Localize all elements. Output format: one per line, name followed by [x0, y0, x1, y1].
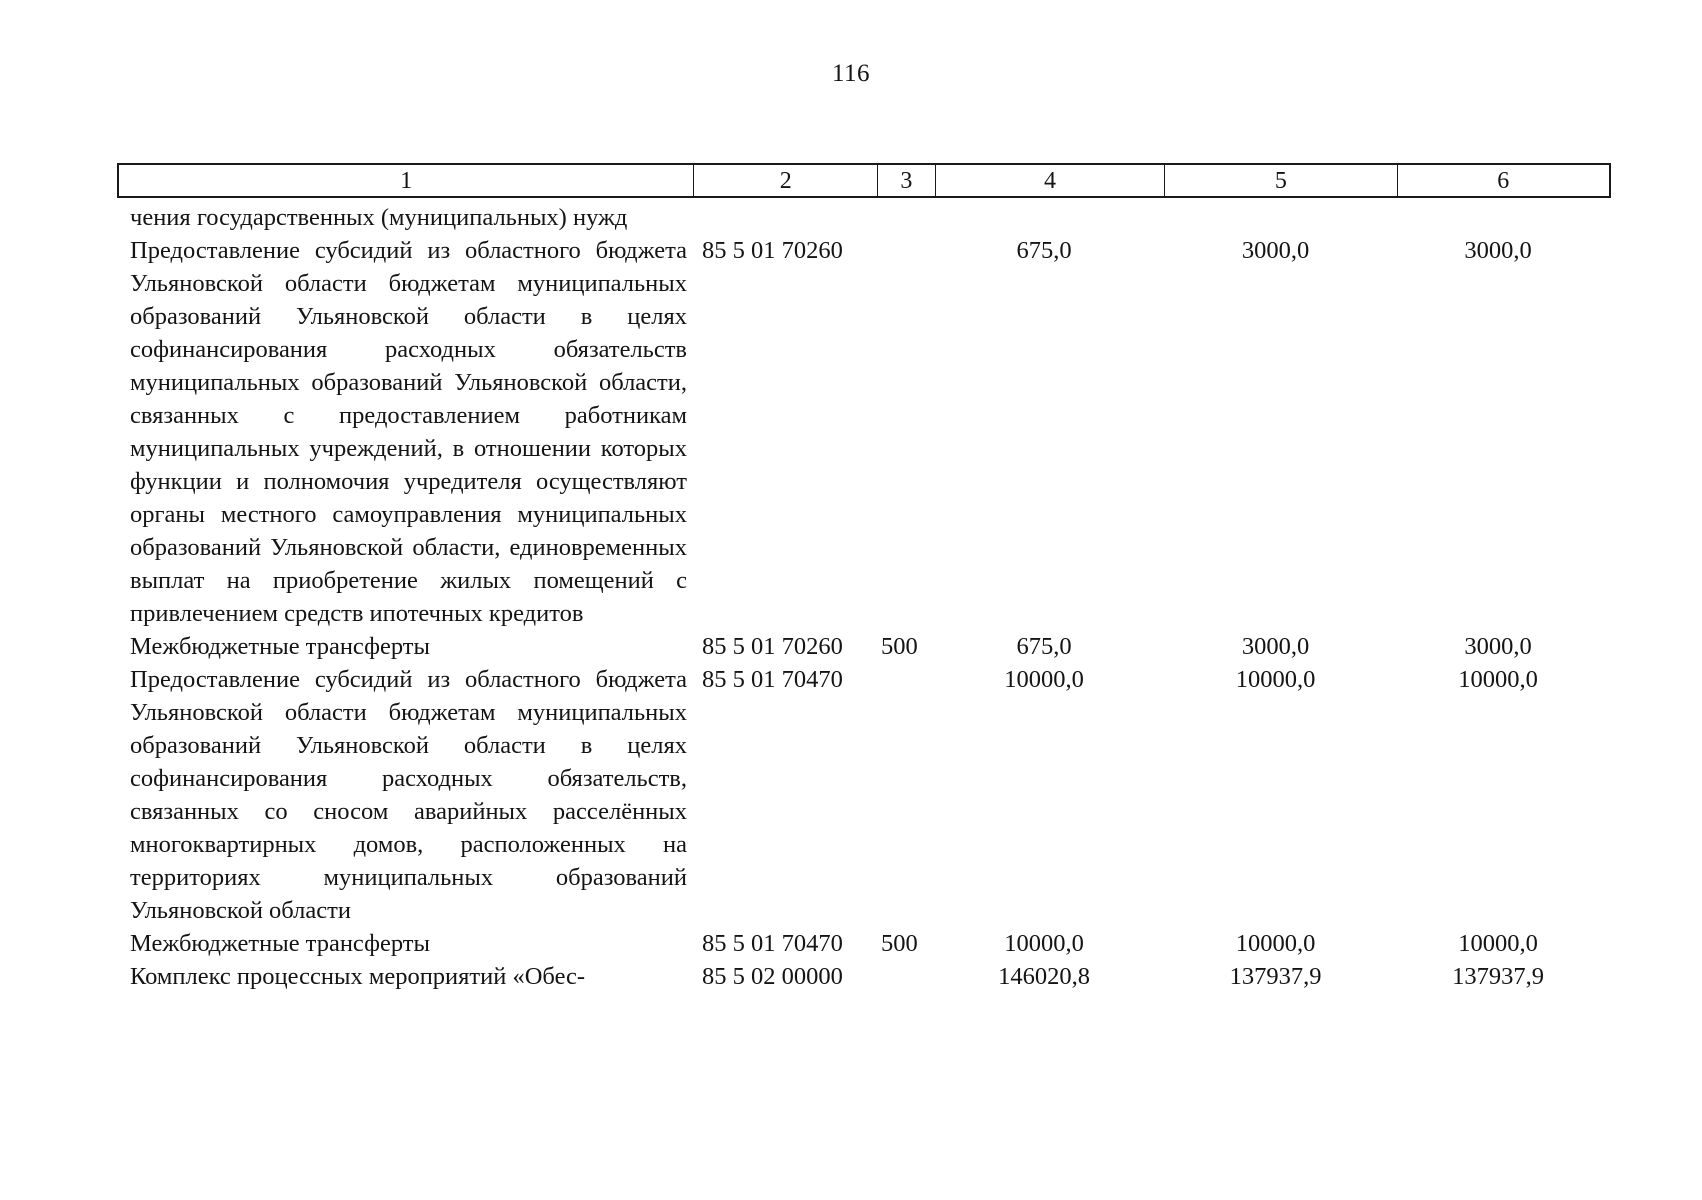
column-header-1: 1: [119, 165, 694, 196]
column-header-4: 4: [936, 165, 1165, 196]
row-value-5: 3000,0: [1241, 633, 1310, 660]
row-value-4: 10000,0: [1004, 666, 1084, 693]
table-row: [117, 630, 1611, 663]
row-code: 85 5 01 70470: [702, 666, 843, 693]
row-name: Предоставление субсидий из областного бюджета Ульяновской области бюджетам муниципальных образований Ульяновской области в целях софинансирования расходных обязательств муниципальных образований Ульяновской области, связанных с предоставлением работникам муниципальных учреждений, в отношении которых функции и полномочия учредителя осуществляют органы местного самоуправления муниципальных образований Ульяновской области, единовременных выплат на приобретение жилых помещений с привлечением средств ипотечных кредитов: [130, 237, 687, 627]
row-value-6: 137937,9: [1452, 963, 1544, 990]
row-value-4: 10000,0: [1004, 930, 1084, 957]
row-value-5: 137937,9: [1229, 963, 1322, 990]
table-row: [117, 201, 1611, 234]
column-header-2: 2: [694, 165, 878, 196]
row-name: Межбюджетные трансферты: [130, 633, 430, 660]
row-name: чения государственных (муниципальных) нужд: [130, 204, 628, 231]
row-value-6: 10000,0: [1458, 666, 1538, 693]
page-number: 116: [831, 60, 871, 87]
row-code: 85 5 01 70260: [702, 633, 843, 660]
row-value-6: 10000,0: [1458, 930, 1538, 957]
table-row: [117, 663, 1611, 927]
table-row: [117, 234, 1611, 630]
row-value-5: 10000,0: [1235, 666, 1316, 693]
row-value-4: 675,0: [1016, 633, 1072, 660]
row-value-5: 3000,0: [1241, 237, 1310, 264]
column-header-6: 6: [1497, 168, 1510, 194]
row-value-5: 10000,0: [1235, 930, 1316, 957]
row-code: 85 5 01 70260: [702, 237, 843, 264]
column-header-3: 3: [878, 165, 936, 196]
column-header-5: 5: [1165, 165, 1397, 196]
table-body: [117, 201, 1611, 993]
table-row: [117, 960, 1611, 993]
row-value-4: 146020,8: [998, 963, 1090, 990]
row-type: 500: [881, 633, 918, 660]
table-row: [117, 927, 1611, 960]
row-name: Предоставление субсидий из областного бюджета Ульяновской области бюджетам муниципальных образований Ульяновской области в целях софинансирования расходных обязательств, связанных со сносом аварийных расселённых многоквартирных домов, расположенных на территориях муниципальных образований Ульяновской области: [130, 666, 687, 924]
row-name: Комплекс процессных мероприятий «Обес-: [130, 963, 586, 990]
row-code: 85 5 01 70470: [702, 930, 843, 957]
row-value-4: 675,0: [1016, 237, 1072, 264]
row-name: Межбюджетные трансферты: [130, 930, 430, 957]
row-type: 500: [881, 930, 918, 957]
row-code: 85 5 02 00000: [702, 963, 843, 990]
row-value-6: 3000,0: [1464, 237, 1532, 264]
table-header-row: [117, 163, 1611, 198]
row-value-6: 3000,0: [1464, 633, 1532, 660]
